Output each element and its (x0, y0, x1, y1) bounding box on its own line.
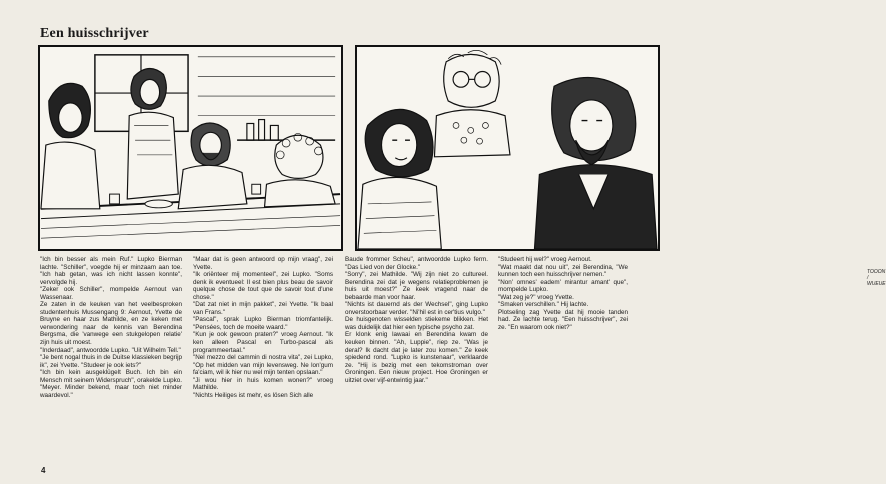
kitchen-scene-drawing (40, 47, 341, 249)
text-column-3 (345, 256, 488, 384)
illustration-closeup-panel (355, 45, 886, 287)
text-column-4 (498, 256, 628, 331)
illustrator-signature: TOOON / WUEUE (867, 269, 886, 287)
closeup-scene-drawing (357, 47, 658, 249)
column-text: "Studeert hij wel?" vroeg Aernout. "Wat maakt dat nou uit", zei Berendina, "We kunnen toch een huisschrijver nemen." "Non' omnes' eadem' mirantur amant' que", mompelde Lupko. "Wat zeg je?" vroeg Yvette. "Smaken verschillen." Hij lachte. Plotseling zag Yvette dat hij mooie tanden had. Ze lachte terug. "Een huisschrijver", zei ze. "En waarom ook niet?" (498, 256, 628, 331)
column-text: Baude frommer Scheu", antwoordde Lupko ferm. "Das Lied von der Glocke." "Sorry", zei Mathilde. "Wij zijn niet zo cultureel. Berendina zei dat je wegens relatieproblemen je huis uit moest?" Ze keek vragend naar de bebaarde man voor haar. "Nichts ist dauernd als der Wechsel", ging Lupko onverstoorbaar verder. "Ni'hil est in cer'tius vulgo." De huisgenoten wisselden stiekeme blikken. Het was duidelijk dat hier een typische psycho zat. Er klonk enig lawaai en Berendina kwam de keuken binnen. "Ah, Luppie", riep ze. "Was je deral? Ik dacht dat je later zou komen." Ze keek spiedend rond. "Lupko is kunstenaar", verklaarde ze. "Hij is bezig met een tekomstroman over Groningen. Een nieuw project. Hoe Groningen er uitziet over vijf-entwintig jaar." (345, 256, 488, 384)
page-number: 4 (41, 466, 46, 475)
illustration-kitchen-panel (38, 45, 343, 251)
page-title: Een huisschrijver (40, 26, 149, 41)
column-text: "Maar dat is geen antwoord op mijn vraag", zei Yvette. "Ik oriënteer mij momenteel", zei Lupko. "Soms denk ik eventueel: Il est bien plus beau de savoir quelque chose de tout que de savoir tout d'une chose." "Dat zat niet in mijn pakket", zei Yvette. "Ik baal van Frans." "Pascal", sprak Lupko Bierman triomfantelijk. "Pensées, toch de moeite waard." "Kun je ook gewoon praten?" vroeg Aernout. "Ik ken alleen Pascal en Turbo-pascal als programmeertaal." "Nel mezzo del cammin di nostra vita", zei Lupko, "Op het midden van mijn levensweg. Ne lon'gum fa'ciam, wil ik hier nu wel mijn tenten opslaan." "Ji wou hier in huis komen wonen?" vroeg Mathilde. "Nichts Heiliges ist mehr, es lösen Sich alle (193, 256, 333, 399)
column-text: "Ich bin besser als mein Ruf." Lupko Bierman lachte. "Schiller", voegde hij er minzaam aan toe. "Ich hab getan, was ich nicht lassen konnte", vervolgde hij. "Zeker ook Schiller", mompelde Aernout van Wassenaar. Ze zaten in de keuken van het veelbesproken studentenhuis Mussengang 9: Aernout, Yvette de Bruyne en haar zus Mathilde, en ze keken met verwondering naar de kennis van Berendina Bergsma, die 'vanwege een stukgelopen relatie' zijn huis uit moest. "Inderdaad", antwoordde Lupko. "Uit Wilhelm Tell." "Je bent nogal thuis in de Duitse klassieken begrijp ik", zei Yvette. "Studeer je ook iets?" "Ich bin kein ausgeklügelt Buch. Ich bin ein Mensch mit seinem Widerspruch", orakelde Lupko. "Meyer. Minder bekend, maar toch niet minder waardevol." (40, 256, 182, 399)
text-column-2 (193, 256, 333, 399)
text-column-1 (40, 256, 182, 399)
